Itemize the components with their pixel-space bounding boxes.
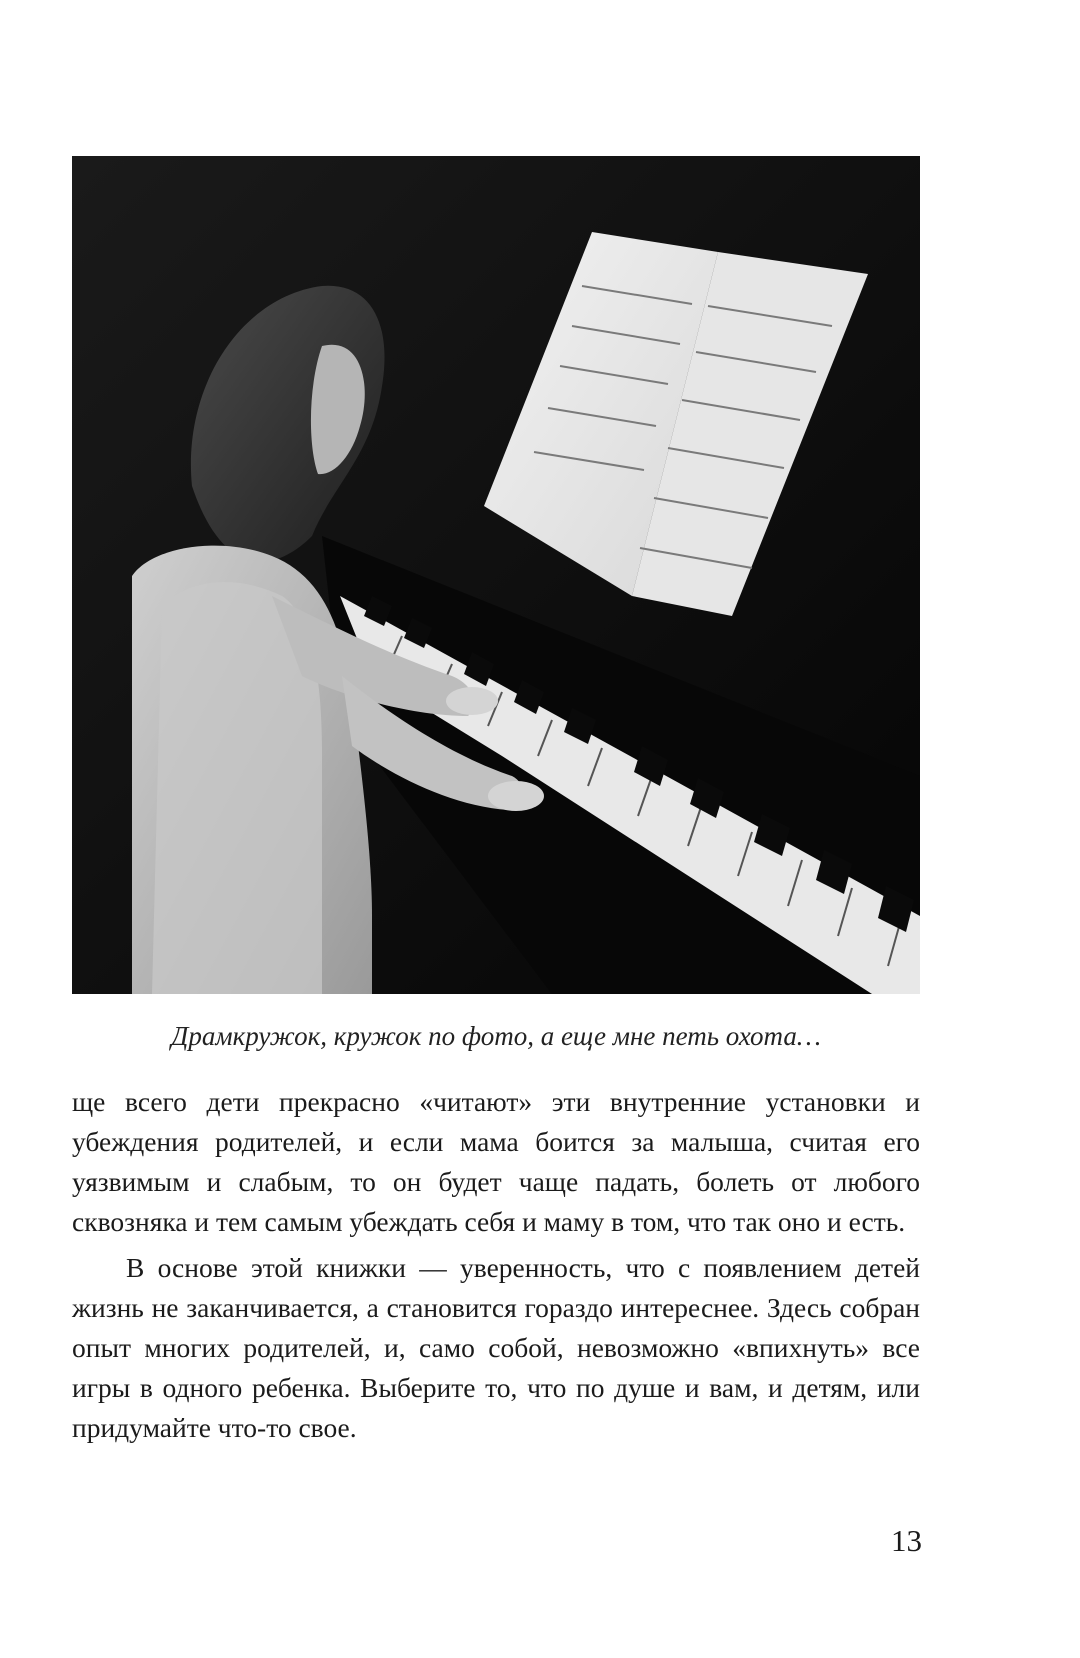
body-text <box>72 1082 920 1448</box>
paragraph-2: В основе этой книжки — уверенность, что с появлением детей жизнь не заканчивается, а становится гораздо интереснее. Здесь собран опыт многих родителей, и, само собой, невозможно «впихнуть» все игры в одного ребенка. Выберите то, что по душе и вам, и детям, или придумайте что-то свое. <box>72 1252 920 1443</box>
girl-playing-piano-photo-icon <box>72 156 920 994</box>
photo-caption: Драмкружок, кружок по фото, а еще мне петь охота… <box>171 1021 821 1051</box>
paragraph-1: ще всего дети прекрасно «читают» эти внутренние установки и убеждения родителей, и если мама боится за малыша, считая его уязвимым и слабым, то он будет чаще падать, болеть от любого сквозняка и тем самым убеждать себя и маму в том, что так оно и есть. <box>72 1086 920 1237</box>
piano-photo <box>72 156 920 994</box>
page-number: 13 <box>891 1523 922 1558</box>
